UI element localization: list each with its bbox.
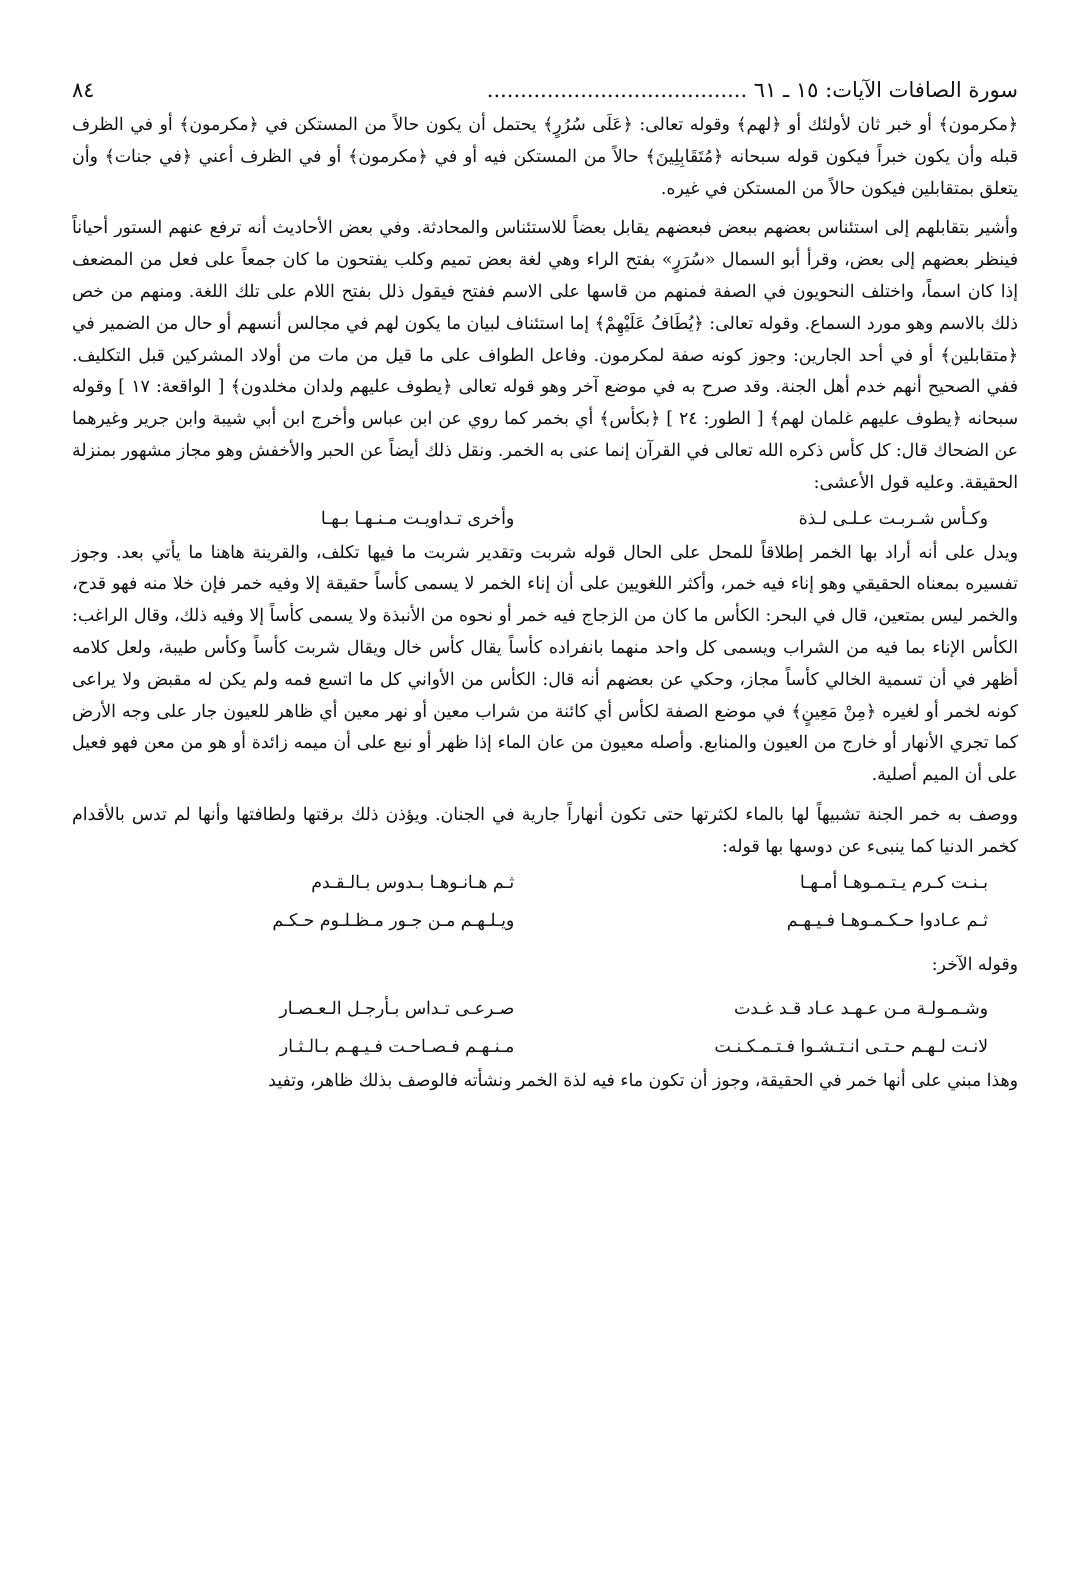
verse-line (72, 500, 1018, 538)
paragraph-1: ﴿مكرمون﴾ أو خبر ثان لأولئك أو ﴿لهم﴾ وقوله تعالى: ﴿عَلَى سُرُرٍ﴾ يحتمل أن يكون حالاً من المستكن في ﴿مكرمون﴾ أو في الظرف قبله وأن يكون خبراً فيكون قوله سبحانه ﴿مُتَقَابِلِينَ﴾ حالاً من المستكن فيه أو في ﴿مكرمون﴾ أو في الظرف أعني ﴿في جنات﴾ وأن يتعلق بمتقابلين فيكون حالاً من المستكن في غيره. (72, 115, 1018, 199)
paragraph-3: ويدل على أنه أراد بها الخمر إطلاقاً للمحل على الحال قوله شربت وتقدير شربت ما فيها تكلف، والقرينة هاهنا ما يأتي بعد. وجوز تفسيره بمعناه الحقيقي وهو إناء فيه خمر، وأكثر اللغويين على أن إناء الخمر لا يسمى كأساً حقيقة إلا وفيه خمر فإن خلا منه فهو قدح، والخمر ليس بمتعين، قال في البحر: الكأس ما كان من الزجاج فيه خمر أو نحوه من الأنبذة ولا يسمى كأساً إلا وفيه ذلك، وقال الراغب: الكأس الإناء بما فيه من الشراب ويسمى كل واحد منهما بانفراده كأساً يقال كأس خال ويقال شربت كأساً وكأس طيبة، ولعل كلامه أظهر في أن تسمية الخالي كأساً مجاز، وحكي عن بعضهم أنه قال: الكأس من الأواني كل ما اتسع فمه ولم يكن له مقبض ولا يراعى كونه لخمر أو لغيره ﴿مِنْ مَعِينٍ﴾ في موضع الصفة لكأس أي كائنة من شراب معين أو نهر معين أي ظاهر للعيون جار على وجه الأرض كما تجري الأنهار أو خارج من العيون والمنابع. وأصله معيون من عان الماء إذا ظهر أو نبع على أن ميمه زائدة أو هو من معن فهو فعيل على أن الميم أصلية. (72, 542, 1018, 786)
verse-hemistich-right: بـنـت كـرم يـتـمـوهـا أمـهـا (799, 872, 988, 893)
verse-hemistich-left: صـرعـى تـداس بـأرجـل الـعـصـار (279, 998, 515, 1019)
verse-hemistich-left: مـنـهـم فـصـاحـت فـيـهـم بـالـثـار (279, 1036, 515, 1057)
paragraph-2: وأشير بتقابلهم إلى استئناس بعضهم ببعض فبعضهم يقابل بعضاً للاستئناس والمحادثة. وفي بعض الأحاديث أنه ترفع عنهم الستور أحياناً فينظر بعضهم إلى بعض، وقرأ أبو السمال «سُرَرٍ» بفتح الراء وهي لغة بعض تميم وكلب يفتحون ما كان جمعاً على فعل من المضعف إذا كان اسماً، واختلف النحويون في الصفة فمنهم من قاسها على الاسم ففتح فيقول ذلل بفتح اللام على تلك اللغة. ومنهم من خص ذلك بالاسم وهو مورد السماع. وقوله تعالى: ﴿يُطَافُ عَلَيْهِمْ﴾ إما استئناف لبيان ما يكون لهم في مجالس أنسهم أو حال من الضمير في ﴿متقابلين﴾ أو في أحد الجارين: وجوز كونه صفة لمكرمون. وفاعل الطواف على ما قيل من مات من أولاد المشركين قبل التكليف. ففي الصحيح أنهم خدم أهل الجنة. وقد صرح به في موضع آخر وهو قوله تعالى ﴿يطوف عليهم ولدان مخلدون﴾ [ الواقعة: ١٧ ] وقوله سبحانه ﴿يطوف عليهم غلمان لهم﴾ [ الطور: ٢٤ ] ﴿بكأس﴾ أي بخمر كما روي عن ابن عباس وأخرج ابن أبي شيبة وابن جرير وغيرهما عن الضحاك قال: كل كأس ذكره الله تعالى في القرآن إنما عنى به الخمر. ونقل ذلك أيضاً عن الحبر والأخفش وهو مجاز مشهور بمنزلة الحقيقة. وعليه قول الأعشى: (72, 218, 1019, 493)
verse-hemistich-left: ثـم هـانـوهـا بـدوس بـالـقـدم (311, 872, 515, 893)
paragraph-5: وهذا مبني على أنها خمر في الحقيقة، وجوز أن تكون ماء فيه لذة الخمر ونشأته فالوصف بذلك ظاهر، وتفيد (268, 1070, 1018, 1091)
page-header (72, 70, 1018, 110)
verse-intro: وقوله الآخر: (931, 954, 1018, 975)
verse-line (72, 902, 1018, 940)
running-title: سورة الصافات الآيات: ١٥ ـ ٦١ ..... (487, 70, 1018, 110)
verse-line (72, 1028, 1018, 1066)
verse-line (72, 864, 1018, 902)
page (72, 70, 1018, 1560)
paragraph-4: ووصف به خمر الجنة تشبيهاً لها بالماء لكثرتها حتى تكون أنهاراً جارية في الجنان. ويؤذن ذلك برقتها ولطافتها وأنها لم تدس بالأقدام كخمر الدنيا كما ينبىء عن دوسها بها قوله: (72, 804, 1018, 857)
verse-hemistich-right: وشـمـولـة مـن عـهـد عـاد قـد غـدت (733, 998, 988, 1019)
verse-hemistich-right: وكـأس شـربـت عـلـى لـذة (798, 508, 988, 529)
page-number: ٨٤ (72, 78, 95, 102)
verse-hemistich-left: ويـلـهـم مـن جـور مـظـلـوم حـكـم (272, 910, 515, 931)
verse-hemistich-left: وأخرى تـداويـت مـنـهـا بـهـا (320, 508, 515, 529)
verse-hemistich-right: ثـم عـادوا حـكـمـوهـا فـيـهـم (786, 910, 988, 931)
verse-hemistich-right: لانـت لـهـم حـتـى انـتـشـوا فـتـمـكـنـت (714, 1036, 988, 1057)
verse-line (72, 990, 1018, 1028)
